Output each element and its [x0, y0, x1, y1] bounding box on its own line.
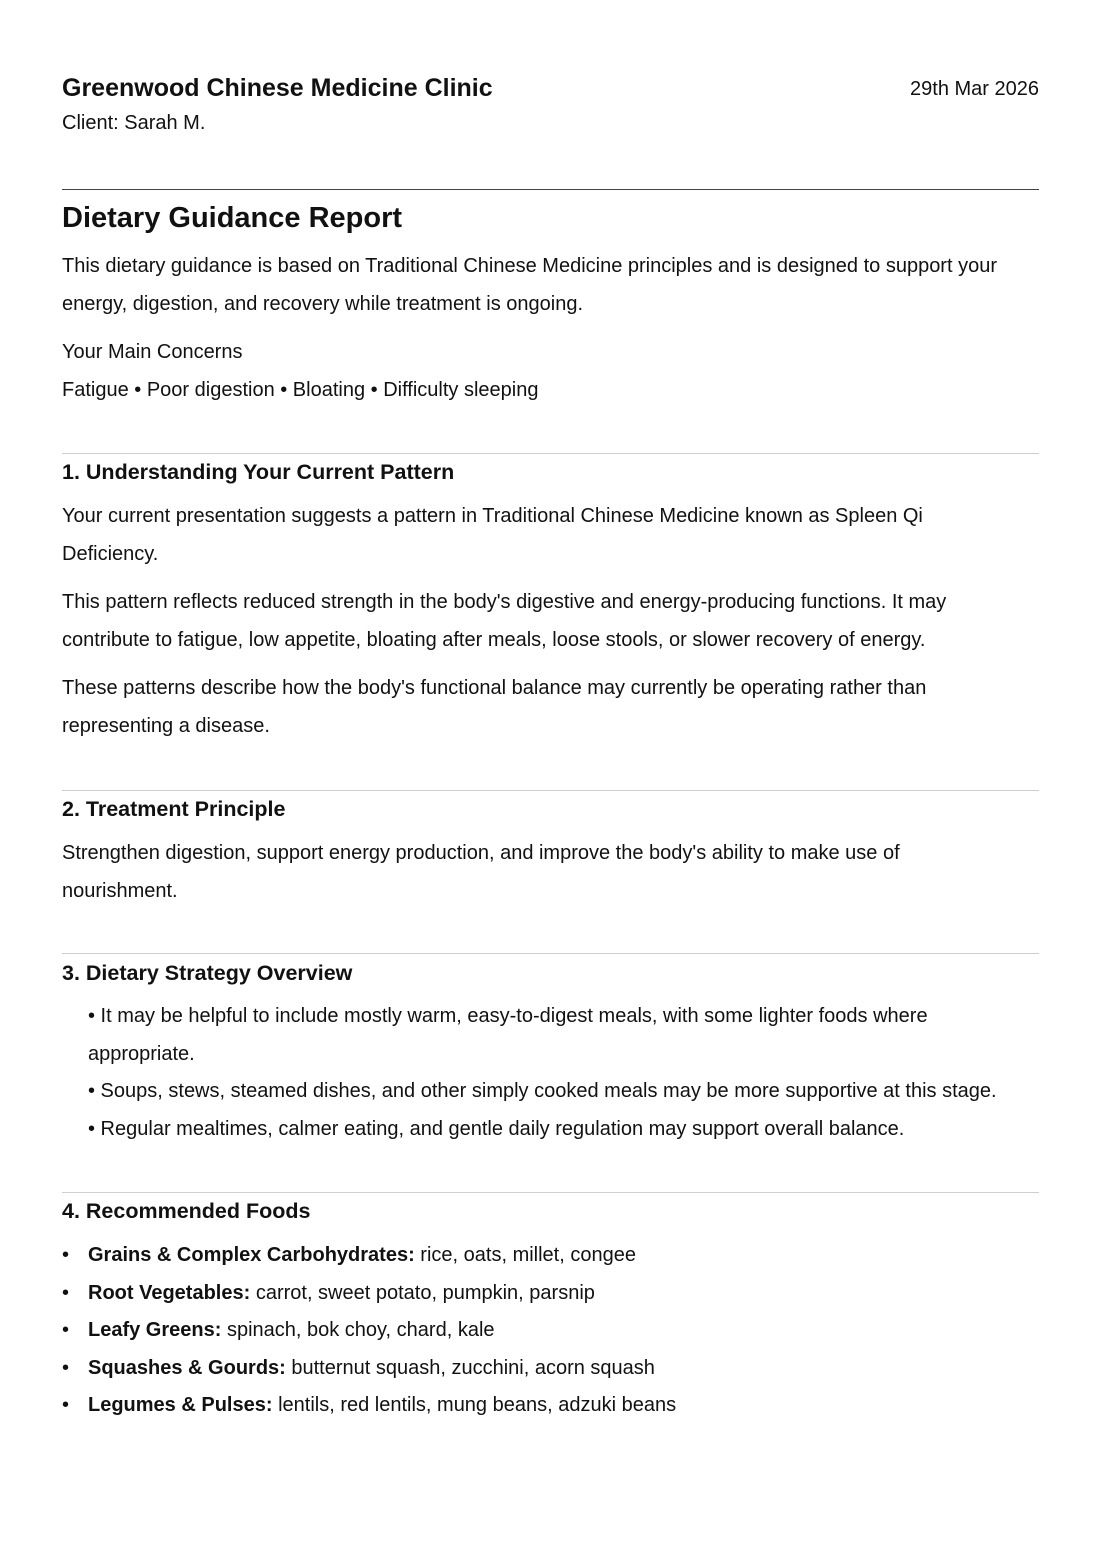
- section-divider: [62, 790, 1039, 791]
- list-item: [62, 1350, 1039, 1388]
- bullet-icon: •: [62, 1281, 70, 1304]
- report-title: Dietary Guidance Report: [62, 202, 403, 234]
- section-divider: [62, 953, 1039, 954]
- food-examples: rice, oats, millet, congee: [414, 1244, 636, 1266]
- food-examples: carrot, sweet potato, pumpkin, parsnip: [250, 1281, 595, 1304]
- list-item: • Regular mealtimes, calmer eating, and gentle daily regulation may support overall balance.: [88, 1117, 905, 1140]
- list-item: [62, 1237, 1039, 1275]
- section-heading-pattern: 1. Understanding Your Current Pattern: [62, 460, 455, 484]
- list-item: [62, 1275, 1039, 1313]
- header-divider: [62, 189, 1039, 190]
- pattern-body: [62, 498, 1039, 745]
- bullet-icon: •: [62, 1356, 70, 1379]
- list-item: • It may be helpful to include mostly warm, easy-to-digest meals, with some lighter foods where appropriate.: [88, 1005, 928, 1065]
- pattern-paragraph-2: This pattern reflects reduced strength in the body's digestive and energy-producing functions. It may contribute to fatigue, low appetite, bloating after meals, loose stools, or slower recovery of energy.: [62, 591, 947, 651]
- principle-paragraph: Strengthen digestion, support energy production, and improve the body's ability to make use of nourishment.: [62, 842, 900, 902]
- concerns-block: [62, 334, 1039, 409]
- strategy-body: [62, 998, 1039, 1148]
- pattern-paragraph-1: Your current presentation suggests a pattern in Traditional Chinese Medicine known as Spleen Qi Deficiency.: [62, 505, 923, 565]
- food-examples: lentils, red lentils, mung beans, adzuki beans: [272, 1394, 677, 1416]
- foods-body: [62, 1237, 1039, 1425]
- food-category: Squashes & Gourds:: [88, 1356, 286, 1379]
- food-category: Root Vegetables:: [88, 1281, 251, 1304]
- food-category: Leafy Greens:: [88, 1319, 222, 1341]
- list-item: [62, 1312, 1039, 1350]
- section-divider: [62, 1192, 1039, 1193]
- bullet-icon: •: [62, 1319, 70, 1341]
- bullet-icon: •: [62, 1394, 70, 1416]
- food-examples: butternut squash, zucchini, acorn squash: [285, 1356, 655, 1379]
- intro-block: [62, 248, 1039, 323]
- foods-list: [62, 1237, 1039, 1425]
- principle-body: [62, 835, 1039, 910]
- pattern-paragraph-3: These patterns describe how the body's functional balance may currently be operating rather than representing a disease.: [62, 677, 927, 737]
- section-heading-strategy: 3. Dietary Strategy Overview: [62, 961, 353, 985]
- concerns-list: Fatigue • Poor digestion • Bloating • Difficulty sleeping: [62, 378, 539, 401]
- bullet-icon: •: [62, 1244, 70, 1266]
- strategy-list: [62, 998, 1039, 1148]
- food-category: Legumes & Pulses:: [88, 1394, 273, 1416]
- section-heading-principle: 2. Treatment Principle: [62, 797, 286, 821]
- section-heading-foods: 4. Recommended Foods: [62, 1199, 311, 1223]
- intro-paragraph: This dietary guidance is based on Traditional Chinese Medicine principles and is designed to support your energy, digestion, and recovery while treatment is ongoing.: [62, 255, 997, 315]
- report-header: [62, 72, 1039, 104]
- client-name: Client: Sarah M.: [62, 112, 206, 134]
- report-date: 29th Mar 2026: [910, 78, 1039, 100]
- list-item: • Soups, stews, steamed dishes, and other simply cooked meals may be more supportive at this stage.: [88, 1080, 997, 1102]
- concerns-label: Your Main Concerns: [62, 341, 243, 363]
- food-category: Grains & Complex Carbohydrates:: [88, 1244, 415, 1266]
- section-divider: [62, 453, 1039, 454]
- clinic-name: Greenwood Chinese Medicine Clinic: [62, 74, 493, 102]
- list-item: [62, 1387, 1039, 1425]
- food-examples: spinach, bok choy, chard, kale: [221, 1319, 495, 1341]
